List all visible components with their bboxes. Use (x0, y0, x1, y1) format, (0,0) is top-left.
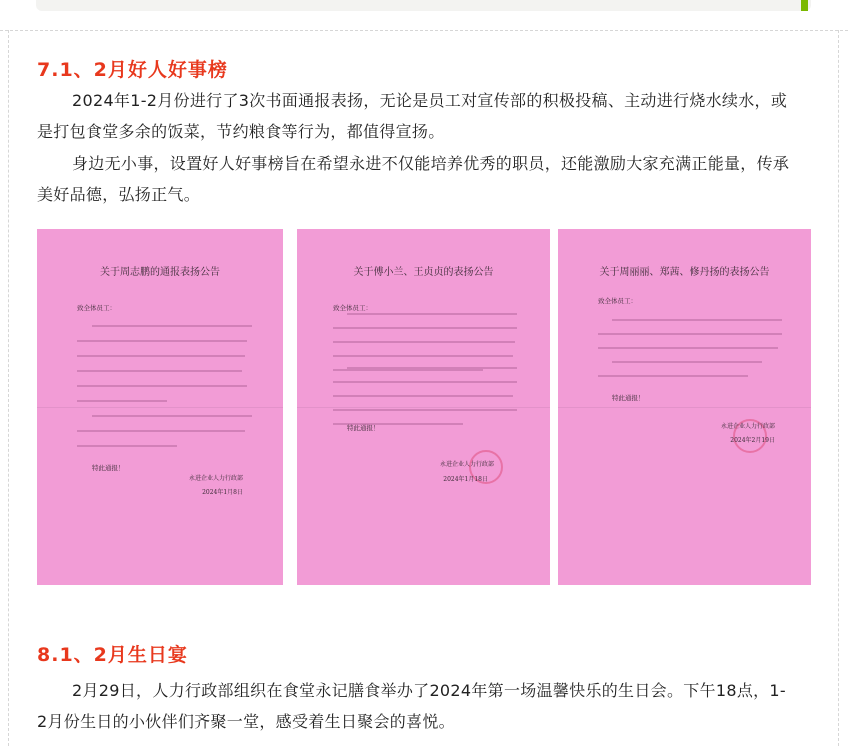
document-signer: 永进企业人力行政部 (720, 423, 775, 430)
dashed-divider (0, 30, 848, 31)
document-greeting: 致全体员工： (77, 304, 116, 312)
commendation-document-1 (37, 229, 283, 585)
document-date: 2024年2月19日 (730, 437, 775, 444)
top-content-frame (36, 0, 811, 11)
left-dashed-border (8, 30, 9, 746)
commendation-document-3 (558, 229, 811, 585)
document-signer: 永进企业人力行政部 (439, 461, 494, 468)
document-date: 2024年1月8日 (202, 489, 243, 496)
top-accent-bar (801, 0, 808, 11)
paragraph-good-deeds-2: 身边无小事，设置好人好事榜旨在希望永进不仅能培养优秀的职员，还能激励大家充满正能量，传承美好品德，弘扬正气。 (37, 154, 790, 204)
section-heading-birthday-party: 8.1、2月生日宴 (37, 644, 188, 666)
document-date: 2024年1月18日 (443, 476, 488, 483)
commendation-document-2 (297, 229, 550, 585)
document-closing: 特此通报！ (347, 424, 380, 432)
document-closing: 特此通报！ (92, 464, 125, 472)
paragraph-good-deeds-1: 2024年1-2月份进行了3次书面通报表扬，无论是员工对宣传部的积极投稿、主动进行烧水续水，或是打包食堂多余的饭菜，节约粮食等行为，都值得宣扬。 (37, 91, 788, 141)
document-closing: 特此通报！ (612, 394, 645, 402)
paragraph-birthday-party: 2月29日，人力行政部组织在食堂永记膳食举办了2024年第一场温馨快乐的生日会。下午18点，1-2月份生日的小伙伴们齐聚一堂，感受着生日聚会的喜悦。 (37, 681, 786, 731)
document-title: 关于傅小兰、王贞贞的表扬公告 (353, 267, 494, 278)
document-title: 关于周志鹏的通报表扬公告 (100, 267, 220, 278)
document-signer: 永进企业人力行政部 (188, 475, 243, 482)
document-greeting: 致全体员工： (333, 304, 372, 312)
section-heading-good-deeds: 7.1、2月好人好事榜 (37, 59, 228, 81)
document-title: 关于周丽丽、郑茜、修丹扬的表扬公告 (599, 267, 770, 278)
right-dashed-border (838, 30, 839, 746)
document-greeting: 致全体员工： (598, 297, 637, 305)
